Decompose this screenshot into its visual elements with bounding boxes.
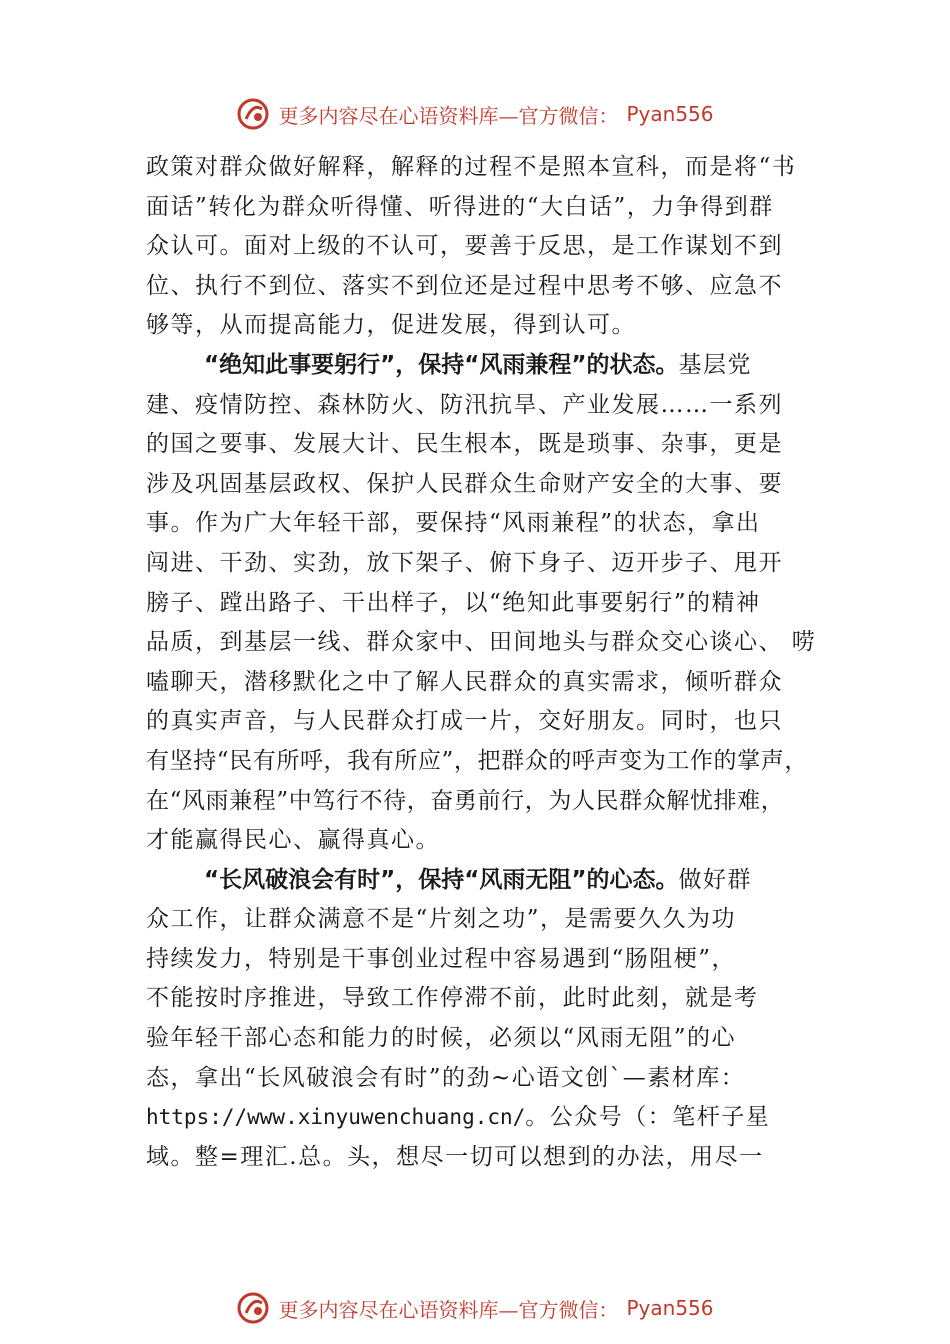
- text-line: 才能赢得民心、赢得真心。: [146, 827, 440, 854]
- text-line: 膀子、蹚出路子、干出样子，以“绝知此事要躬行”的精神: [146, 589, 761, 616]
- text-line: 够等，从而提高能力，促进发展，得到认可。: [146, 312, 636, 339]
- text-span: 。公众号（：笔杆子星: [525, 1104, 771, 1131]
- text-line: 政策对群众做好解释，解释的过程不是照本宣科，而是将“书: [146, 154, 797, 180]
- text-span: 做好群: [678, 866, 752, 893]
- text-span: 基层党: [678, 351, 752, 378]
- text-line: 态，拿出“长风破浪会有时”的劲~心语文创`—素材库：: [146, 1064, 746, 1091]
- text-line: 持续发力，特别是干事创业过程中容易遇到“肠阻梗”，: [146, 945, 737, 972]
- brand-logo-icon: [236, 97, 270, 131]
- header-brand-text: 更多内容尽在心语资料库—官方微信：: [278, 103, 619, 128]
- text-line: 涉及巩固基层政权、保护人民群众生命财产安全的大事、要: [146, 470, 783, 497]
- header-wechat-id: Pyan556: [626, 102, 714, 126]
- website-link[interactable]: https://www.xinyuwenchuang.cn/: [146, 1105, 526, 1130]
- text-line: 嗑聊天，潜移默化之中了解人民群众的真实需求，倾听群众: [146, 668, 783, 695]
- text-line: 众工作，让群众满意不是“片刻之功”，是需要久久为功: [146, 906, 737, 933]
- section-heading: “绝知此事要躬行”，保持“风雨兼程”的状态。: [204, 351, 679, 378]
- text-line: 品质，到基层一线、群众家中、田间地头与群众交心谈心、 唠: [146, 629, 817, 656]
- text-line: 建、疫情防控、森林防火、防汛抗旱、产业发展……一系列: [146, 391, 783, 418]
- text-line: 的真实声音，与人民群众打成一片，交好朋友。同时，也只: [146, 708, 783, 735]
- header-banner: [0, 94, 950, 134]
- text-line: 不能按时序推进，导致工作停滞不前，此时此刻，就是考: [146, 985, 759, 1012]
- text-line: 有坚持“民有所呼，我有所应”，把群众的呼声变为工作的掌声，: [146, 747, 808, 774]
- footer-brand-text: 更多内容尽在心语资料库—官方微信：: [278, 1297, 619, 1322]
- text-line: 域。整=理汇.总。头，想尽一切可以想到的办法，用尽一: [146, 1143, 764, 1170]
- text-line: 的国之要事、发展大计、民生根本，既是琐事、杂事，更是: [146, 431, 783, 458]
- paragraph-heading-line: [146, 861, 836, 901]
- text-line: 验年轻干部心态和能力的时候，必须以“风雨无阻”的心: [146, 1025, 737, 1052]
- footer-banner: [0, 1288, 950, 1328]
- text-line: 位、执行不到位、落实不到位还是过程中思考不够、应急不: [146, 272, 783, 299]
- text-line: [146, 1098, 836, 1138]
- text-line: 事。作为广大年轻干部，要保持“风雨兼程”的状态，拿出: [146, 510, 761, 537]
- text-line: 面话”转化为群众听得懂、听得进的“大白话”，力争得到群: [146, 193, 774, 220]
- text-line: 在“风雨兼程”中笃行不待，奋勇前行，为人民群众解忧排难，: [146, 787, 785, 814]
- brand-logo-icon: [236, 1291, 270, 1325]
- section-heading: “长风破浪会有时”，保持“风雨无阻”的心态。: [204, 866, 679, 893]
- text-line: 众认可。面对上级的不认可，要善于反思，是工作谋划不到: [146, 233, 783, 260]
- document-body: [146, 148, 836, 1177]
- footer-wechat-id: Pyan556: [626, 1296, 714, 1320]
- paragraph-heading-line: [146, 346, 836, 386]
- text-line: 闯进、干劲、实劲，放下架子、俯下身子、迈开步子、甩开: [146, 549, 783, 576]
